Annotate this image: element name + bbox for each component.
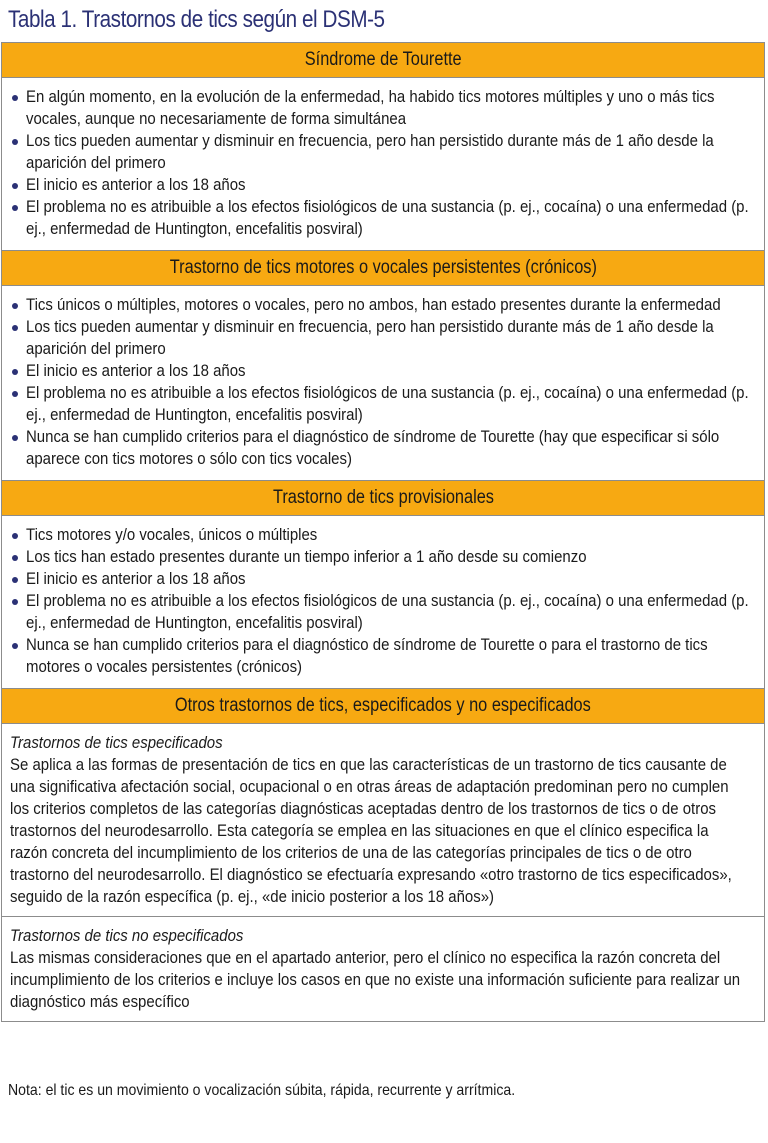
section-body-provisional [2, 516, 764, 688]
criterion-item: El inicio es anterior a los 18 años [10, 174, 754, 196]
criterion-item: Nunca se han cumplido criterios para el diagnóstico de síndrome de Tourette (hay que especificar si sólo aparece con tics motores o sólo con tics vocales) [10, 426, 754, 470]
section-header-persistent: Trastorno de tics motores o vocales persistentes (crónicos) [2, 250, 764, 286]
subsection-title: Trastornos de tics especificados [10, 733, 223, 752]
criterion-item: El inicio es anterior a los 18 años [10, 568, 754, 590]
dsm5-tic-table [1, 42, 765, 1022]
table-footnote: Nota: el tic es un movimiento o vocalización súbita, rápida, recurrente y arrítmica. [8, 1082, 516, 1099]
criterion-item: El inicio es anterior a los 18 años [10, 360, 754, 382]
subsection-title: Trastornos de tics no especificados [10, 926, 244, 945]
criterion-item: Tics únicos o múltiples, motores o vocales, pero no ambos, han estado presentes durante la enfermedad [10, 294, 754, 316]
criterion-item: El problema no es atribuible a los efectos fisiológicos de una sustancia (p. ej., cocaína) o una enfermedad (p. ej., enfermedad de Huntington, encefalitis posviral) [10, 590, 754, 634]
criterion-item: Los tics pueden aumentar y disminuir en frecuencia, pero han persistido durante más de 1 año desde la aparición del primero [10, 130, 754, 174]
subsection-text: Se aplica a las formas de presentación de tics en que las características de un trastorno de tics causante de una significativa afectación social, ocupacional o en otras áreas de adaptación predominan pero no cumplen los criterios completos de las categorías diagnósticas aceptadas dentro de los trastornos de tics o de otros trastornos del neurodesarrollo. Esta categoría se emplea en las situaciones en que el clínico especifica la razón concreta del incumplimiento de los criterios de una de las categorías principales de tics o de otro trastorno del neurodesarrollo. El diagnóstico se efectuaría expresando «otro trastorno de tics especificados», seguido de la razón específica (p. ej., «de inicio posterior a los 18 años») [10, 755, 732, 906]
section-header-provisional: Trastorno de tics provisionales [2, 480, 764, 516]
table-title: Tabla 1. Trastornos de tics según el DSM-5 [8, 6, 385, 33]
criterion-item: Tics motores y/o vocales, únicos o múltiples [10, 524, 754, 546]
criterion-item: Nunca se han cumplido criterios para el diagnóstico de síndrome de Tourette o para el trastorno de tics motores o vocales persistentes (crónicos) [10, 634, 754, 678]
subsection-specified [2, 724, 764, 916]
criterion-item: El problema no es atribuible a los efectos fisiológicos de una sustancia (p. ej., cocaína) o una enfermedad (p. ej., enfermedad de Huntington, encefalitis posviral) [10, 382, 754, 426]
criterion-item: Los tics pueden aumentar y disminuir en frecuencia, pero han persistido durante más de 1 año desde la aparición del primero [10, 316, 754, 360]
section-body-persistent [2, 286, 764, 480]
subsection-text: Las mismas consideraciones que en el apartado anterior, pero el clínico no especifica la razón concreta del incumplimiento de los criterios e incluye los casos en que no existe una información suficiente para realizar un diagnóstico más específico [10, 948, 741, 1011]
subsection-unspecified [2, 916, 764, 1021]
criterion-item: Los tics han estado presentes durante un tiempo inferior a 1 año desde su comienzo [10, 546, 754, 568]
section-body-tourette [2, 78, 764, 250]
criterion-item: El problema no es atribuible a los efectos fisiológicos de una sustancia (p. ej., cocaína) o una enfermedad (p. ej., enfermedad de Huntington, encefalitis posviral) [10, 196, 754, 240]
section-header-other: Otros trastornos de tics, especificados y no especificados [2, 688, 764, 724]
criterion-item: En algún momento, en la evolución de la enfermedad, ha habido tics motores múltiples y uno o más tics vocales, aunque no necesariamente de forma simultánea [10, 86, 754, 130]
section-header-tourette: Síndrome de Tourette [2, 43, 764, 78]
